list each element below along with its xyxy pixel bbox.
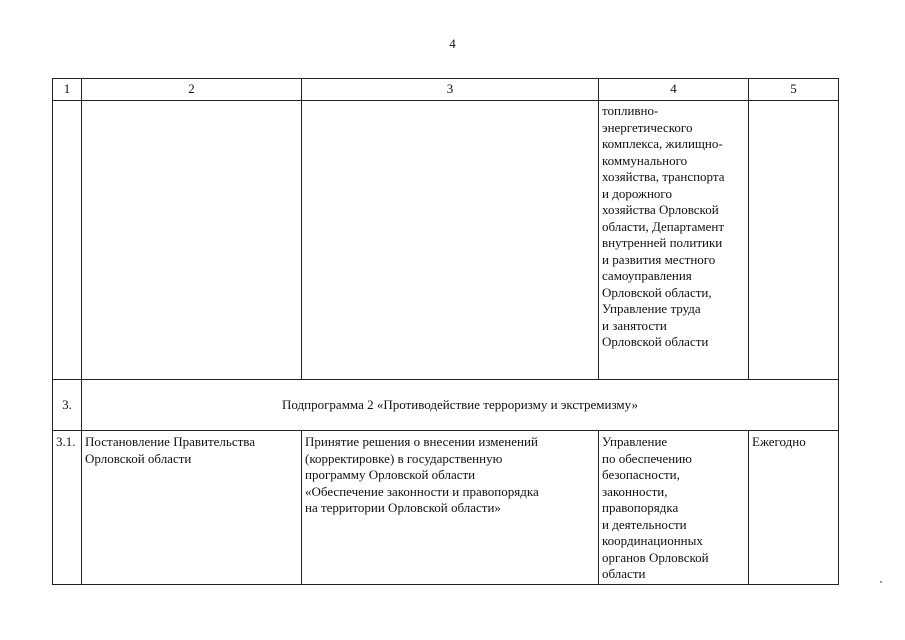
table-header-row xyxy=(53,79,839,101)
item-deadline: Ежегодно xyxy=(749,431,839,585)
continuation-row xyxy=(53,101,839,380)
page-number: 4 xyxy=(449,36,456,51)
header-cell-2: 2 xyxy=(82,79,302,101)
continuation-cell-1 xyxy=(53,101,82,380)
item-document: Постановление Правительства Орловской области xyxy=(82,431,302,585)
continuation-responsible-cell: топливно- энергетического комплекса, жилищно- коммунального хозяйства, транспорта и дорожного хозяйства Орловской области, Департамент внутренней политики и развития местного самоуправления Орловской области, Управление труда и занятости Орловской области xyxy=(599,101,749,380)
item-content: Принятие решения о внесении изменений (корректировке) в государственную программу Орловской области «Обеспечение законности и правопорядка на территории Орловской области» xyxy=(302,431,599,585)
item-number: 3.1. xyxy=(53,431,82,585)
header-cell-4: 4 xyxy=(599,79,749,101)
header-cell-5: 5 xyxy=(749,79,839,101)
scan-artifact-dot xyxy=(880,581,882,583)
continuation-cell-3 xyxy=(302,101,599,380)
header-cell-3: 3 xyxy=(302,79,599,101)
header-cell-1: 1 xyxy=(53,79,82,101)
section-title: Подпрограмма 2 «Противодействие терроризму и экстремизму» xyxy=(82,380,839,431)
table-row xyxy=(53,431,839,585)
section-row xyxy=(53,380,839,431)
item-responsible: Управление по обеспечению безопасности, законности, правопорядка и деятельности координационных органов Орловской области xyxy=(599,431,749,585)
continuation-cell-5 xyxy=(749,101,839,380)
document-table xyxy=(52,78,839,585)
section-number: 3. xyxy=(53,380,82,431)
continuation-cell-2 xyxy=(82,101,302,380)
